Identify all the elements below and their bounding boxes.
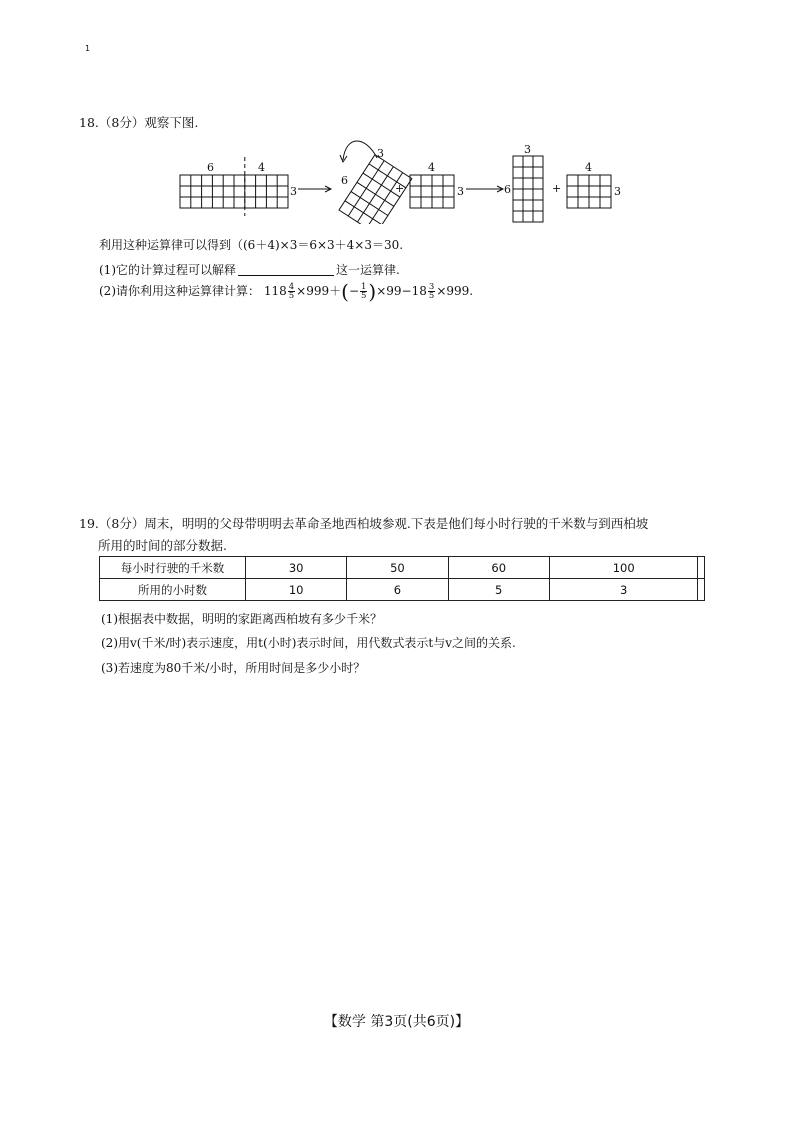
rotate-arrow xyxy=(343,141,377,160)
label-three-vertical: 3 xyxy=(524,143,531,156)
q18-part1 xyxy=(99,261,400,279)
row-label-speed: 每小时行驶的千米数 xyxy=(100,557,246,579)
table-cell: 5 xyxy=(448,579,549,601)
answer-blank[interactable] xyxy=(238,262,334,276)
table-cell: 50 xyxy=(347,557,448,579)
expr-op1: ×999＋ xyxy=(296,284,342,298)
label-four-mid: 4 xyxy=(428,161,435,174)
grid-10x3 xyxy=(180,175,288,208)
frac-num: 3 xyxy=(428,282,435,292)
plus-2: + xyxy=(552,182,562,195)
paren-open: ( xyxy=(341,279,349,304)
plus-1: + xyxy=(395,182,405,195)
frac-den: 5 xyxy=(428,291,435,301)
q18-part2 xyxy=(99,279,474,304)
expr-op3: ×999. xyxy=(436,284,474,298)
expr-t2-sign: − xyxy=(348,284,359,298)
q19-part1: (1)根据表中数据，明明的家距离西柏坡有多少千米？ xyxy=(101,612,383,626)
fraction-4-5 xyxy=(288,283,295,300)
q18-header: 18.（8分）观察下图. xyxy=(79,115,199,130)
label-three-rotated: 3 xyxy=(377,147,384,160)
q19-header-cont: 所用的时间的部分数据. xyxy=(98,538,227,553)
paren-close: ) xyxy=(368,279,377,304)
label-four-right: 4 xyxy=(585,161,592,174)
grid-4x3-right xyxy=(567,175,611,208)
q18-part1-before: (1)它的计算过程可以解释 xyxy=(99,263,236,277)
q18-part2-prefix: (2)请你利用这种运算律计算： xyxy=(99,284,260,298)
label-four-top: 4 xyxy=(258,161,265,174)
q18-figure xyxy=(170,132,630,224)
frac-num: 1 xyxy=(361,282,367,292)
label-three-side: 3 xyxy=(290,185,297,198)
expr-t1-whole: 118 xyxy=(263,284,287,298)
label-six-rotated: 6 xyxy=(341,174,348,187)
row-label-hours: 所用的小时数 xyxy=(100,579,246,601)
q19-header: 19.（8分）周末，明明的父母带明明去革命圣地西柏坡参观.下表是他们每小时行驶的千米数与到西柏坡 xyxy=(79,516,649,531)
label-six-top: 6 xyxy=(207,161,214,174)
frac-num: 4 xyxy=(288,282,295,292)
fraction-3-5 xyxy=(428,283,435,300)
grid-4x3 xyxy=(410,175,454,208)
q18-intro: 利用这种运算律可以得到（(6＋4)×3＝6×3＋4×3＝30. xyxy=(99,238,404,252)
table-row xyxy=(100,579,705,601)
grid-3x6 xyxy=(513,156,543,222)
frac-den: 5 xyxy=(361,291,367,301)
page-footer: 【数学 第3页(共6页)】 xyxy=(323,1014,470,1030)
expr-op2: ×99−18 xyxy=(376,284,427,298)
frac-den: 5 xyxy=(288,291,295,301)
fraction-1-5 xyxy=(360,283,367,300)
table-cell xyxy=(698,579,705,601)
table-cell: 3 xyxy=(549,579,698,601)
table-cell: 60 xyxy=(448,557,549,579)
table-cell: 100 xyxy=(549,557,698,579)
label-three-mid: 3 xyxy=(457,185,464,198)
table-row xyxy=(100,557,705,579)
table-cell: 30 xyxy=(246,557,347,579)
table-cell xyxy=(698,557,705,579)
q18-part1-after: 这一运算律. xyxy=(336,263,400,277)
q19-part3: (3)若速度为80千米/小时，所用时间是多少小时？ xyxy=(101,661,366,675)
q19-part2: (2)用v(千米/时)表示速度，用t(小时)表示时间，用代数式表示t与v之间的关系. xyxy=(101,636,516,650)
table-cell: 10 xyxy=(246,579,347,601)
label-six-vertical: 6 xyxy=(504,183,511,196)
page-mark: 1 xyxy=(85,44,91,53)
label-three-right: 3 xyxy=(614,185,621,198)
speed-time-table xyxy=(99,556,705,601)
table-cell: 6 xyxy=(347,579,448,601)
